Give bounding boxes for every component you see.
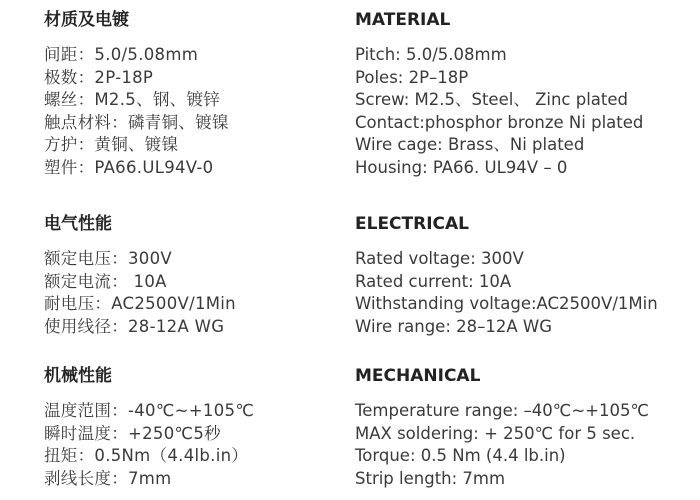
cn-material-line: 间距：5.0/5.08mm	[44, 45, 199, 64]
cn-material-line: 触点材料：磷青铜、镀镍	[44, 112, 229, 132]
cn-mechanical-line: 扭矩：0.5Nm（4.4lb.in）	[44, 446, 249, 465]
cn-material-section	[44, 8, 344, 179]
cn-mechanical-line: 瞬时温度：+250℃5秒	[44, 423, 221, 443]
cn-mechanical-heading: 机械性能	[44, 366, 112, 386]
en-material-list	[355, 44, 695, 179]
en-mechanical-heading: MECHANICAL	[355, 366, 481, 386]
en-mechanical-line: Temperature range: –40℃~+105℃	[355, 401, 649, 420]
en-material-line: Screw: M2.5、Steel、 Zinc plated	[355, 90, 628, 109]
cn-electrical-line: 额定电压：300V	[44, 249, 172, 268]
en-material-line: Housing: PA66. UL94V – 0	[355, 157, 568, 177]
cn-material-line: 极数：2P-18P	[44, 67, 154, 87]
en-mechanical-line: Strip length: 7mm	[355, 468, 506, 488]
en-material-line: Pitch: 5.0/5.08mm	[355, 45, 507, 64]
cn-mechanical-line: 剥线长度：7mm	[44, 468, 172, 488]
en-material-line: Wire cage: Brass、Ni plated	[355, 135, 585, 154]
cn-material-line: 方护：黄铜、镀镍	[44, 135, 179, 154]
en-electrical-list	[355, 248, 695, 338]
en-electrical-line: Rated current: 10A	[355, 271, 512, 291]
en-electrical-line: Wire range: 28–12A WG	[355, 316, 553, 336]
cn-mechanical-line: 温度范围：-40℃~+105℃	[44, 401, 255, 420]
en-electrical-section	[355, 212, 695, 338]
en-mechanical-list	[355, 400, 695, 490]
en-mechanical-line: Torque: 0.5 Nm (4.4 lb.in)	[355, 446, 566, 465]
en-mechanical-line: MAX soldering: + 250℃ for 5 sec.	[355, 423, 636, 443]
en-electrical-line: Withstanding voltage:AC2500V/1Min	[355, 294, 658, 313]
en-material-heading: MATERIAL	[355, 10, 451, 30]
en-material-line: Contact:phosphor bronze Ni plated	[355, 112, 644, 132]
en-electrical-line: Rated voltage: 300V	[355, 249, 524, 268]
cn-material-line: 螺丝：M2.5、钢、镀锌	[44, 90, 221, 109]
cn-electrical-line: 耐电压：AC2500V/1Min	[44, 294, 236, 313]
cn-mechanical-list	[44, 400, 344, 490]
cn-mechanical-section	[44, 364, 344, 490]
cn-electrical-section	[44, 212, 344, 338]
cn-electrical-line: 额定电流： 10A	[44, 271, 167, 291]
cn-material-line: 塑件：PA66.UL94V-0	[44, 157, 214, 177]
cn-electrical-line: 使用线径：28-12A WG	[44, 316, 225, 336]
cn-material-list	[44, 44, 344, 179]
cn-electrical-heading: 电气性能	[44, 214, 112, 234]
en-material-line: Poles: 2P–18P	[355, 67, 469, 87]
cn-electrical-list	[44, 248, 344, 338]
en-electrical-heading: ELECTRICAL	[355, 214, 470, 234]
en-mechanical-section	[355, 364, 695, 490]
en-material-section	[355, 8, 695, 179]
cn-material-heading: 材质及电镀	[44, 10, 129, 30]
